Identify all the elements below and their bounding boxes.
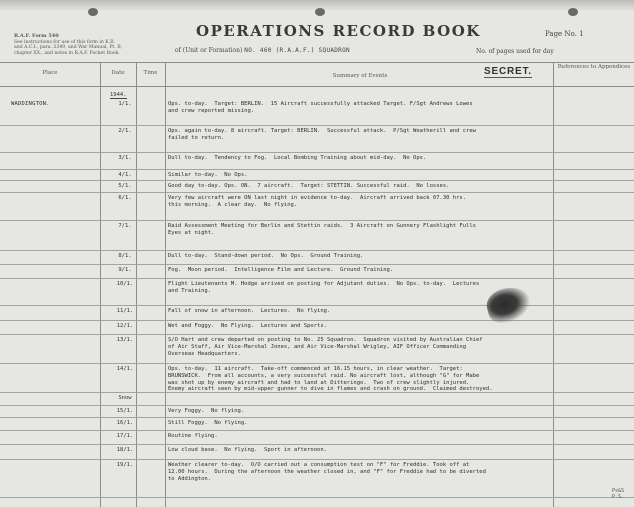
page-number-value: 1 bbox=[579, 30, 584, 38]
classification-stamp: SECRET. bbox=[484, 66, 532, 77]
row-rule bbox=[0, 220, 634, 221]
entry-summary: Low cloud base. No flying. Sport in afternoon. bbox=[168, 447, 327, 453]
entry-summary: Similar to-day. No Ops. bbox=[168, 172, 248, 178]
column-header-place: Place bbox=[42, 70, 58, 76]
page-number-label: Page No. bbox=[545, 30, 577, 38]
entry-summary: Very Foggy. No flying. bbox=[168, 408, 245, 414]
entry-summary: Good day to-day. Ops. ON. 7 aircraft. Target: STETTIN. Successful raid. No losses. bbox=[168, 183, 450, 189]
entry-summary: S/O Hart and crew departed on posting to No. 25 Squadron. Squadron visited by Australian Chief of Air Staff, Air Vice-Marshal Jones, and Air Vice-Marshal Wrigley, AIF Officer Commanding Overseas Headquarters. bbox=[168, 337, 483, 357]
unit-value: NO. 460 (R.A.A.F.) SQUADRON bbox=[244, 47, 350, 54]
pages-used-label: No. of pages used for day bbox=[476, 48, 554, 55]
entry-date: 11/1. bbox=[116, 308, 134, 314]
entry-date: 13/1. bbox=[116, 337, 134, 343]
footer-code: Ps&S P.S. bbox=[612, 488, 625, 500]
row-rule bbox=[0, 180, 634, 181]
entry-date: 19/1. bbox=[116, 462, 134, 468]
row-rule bbox=[0, 459, 634, 460]
row-rule bbox=[0, 334, 634, 335]
column-header-summary: Summary of Events bbox=[332, 73, 388, 79]
entry-summary: Wet and Foggy. No Flying. Lectures and Sports. bbox=[168, 323, 327, 329]
entry-summary: Dull to-day. Stand-down period. No Ops. Ground Training. bbox=[168, 253, 364, 259]
entry-date: 14/1. bbox=[116, 366, 134, 372]
entry-summary: Raid Assessment Meeting for Berlin and Stettin raids. 3 Aircraft on Gunnery Flashlight Fulls Eyes at night. bbox=[168, 223, 476, 236]
row-rule bbox=[0, 444, 634, 445]
entry-summary: Flight Lieutenants M. Hodge arrived on posting for Adjutant duties. No Ops. to-day. Lectures and Training. bbox=[168, 281, 480, 294]
entry-summary: Routine flying. bbox=[168, 433, 218, 439]
unit-line bbox=[175, 47, 350, 54]
column-header-date: Date bbox=[111, 70, 125, 76]
entry-summary: Very few aircraft were ON last night in evidence to-day. Aircraft arrived back 07.30 hrs. this morning. A clear day. No flying. bbox=[168, 195, 467, 208]
row-rule bbox=[0, 430, 634, 431]
entry-date: 12/1. bbox=[116, 323, 134, 329]
entry-date: 5/1. bbox=[118, 183, 132, 189]
row-rule bbox=[0, 320, 634, 321]
entry-date: 10/1. bbox=[116, 281, 134, 287]
entry-summary: Ops. to-day. Target: BERLIN. 15 Aircraft successfully attacked Target. F/Sgt Andrews Lowes and crew reported missing. bbox=[168, 101, 473, 114]
entry-summary: Ops. to-day. 11 aircraft. Take-off commenced at 16.15 hours, in clear weather. Target: BRUNSWICK. From all accounts, a very successful raid. No aircraft lost, although "G" for Mabe was shot up by enemy aircraft and had to land at Ditteringo. Two of crew slightly injured. Enemy aircraft seen by mid-upper gunner to dive in flames and crash on ground. Claimed destroyed. bbox=[168, 366, 493, 393]
entry-date: 6/1. bbox=[118, 195, 132, 201]
column-header-time: Time bbox=[143, 70, 158, 76]
form-instructions: See instructions for use of this form in K.R. and A.C.I., para. 2349, and War Manual, Pt. II, chapter XX., and notes in R.A.F. Pocket Book. bbox=[14, 39, 123, 56]
entry-date: 7/1. bbox=[118, 223, 132, 229]
row-rule bbox=[0, 192, 634, 193]
form-number: R.A.F. Form 540 bbox=[14, 33, 59, 39]
entry-date: 16/1. bbox=[116, 420, 134, 426]
form-identifier bbox=[14, 34, 124, 56]
place-value: WADDINGTON. bbox=[11, 101, 50, 107]
table-header-rule bbox=[0, 86, 634, 87]
row-rule bbox=[0, 250, 634, 251]
binder-hole bbox=[568, 8, 578, 16]
entry-date: 18/1. bbox=[116, 447, 134, 453]
entry-date: 9/1. bbox=[118, 267, 132, 273]
row-rule bbox=[0, 497, 634, 498]
entry-summary: Weather clearer to-day. O/O carried out a consumption test on "F" for Freddie. Took off at 12.00 hours. During the afternoon the weather closed in, and "F" for Freddie had to be diverted to Addington. bbox=[168, 462, 486, 482]
column-header-references: References to Appendices bbox=[557, 64, 631, 70]
month-heading: 1944. bbox=[110, 92, 127, 98]
entry-date: 17/1. bbox=[116, 433, 134, 439]
table-top-rule bbox=[0, 62, 634, 63]
entry-summary: Ops. again to-day. 8 aircraft. Target: BERLIN. Successful attack. P/Sgt Weatherill and crew failed to return. bbox=[168, 128, 476, 141]
row-rule bbox=[0, 125, 634, 126]
entry-date: 2/1. bbox=[118, 128, 132, 134]
entry-summary: Still Foggy. No flying. bbox=[168, 420, 248, 426]
row-rule bbox=[0, 305, 634, 306]
entry-date: 4/1. bbox=[118, 172, 132, 178]
column-divider bbox=[100, 62, 101, 507]
binder-hole bbox=[88, 8, 98, 16]
row-rule bbox=[0, 392, 634, 393]
binder-hole bbox=[315, 8, 325, 16]
unit-label: of (Unit or Formation) bbox=[175, 47, 243, 54]
row-rule bbox=[0, 278, 634, 279]
row-rule bbox=[0, 363, 634, 364]
column-divider bbox=[165, 62, 166, 507]
entry-date: 8/1. bbox=[118, 253, 132, 259]
entry-summary: Dull to-day. Tendency to Fog. Local Bombing Training about mid-day. No Ops. bbox=[168, 155, 427, 161]
row-rule bbox=[0, 169, 634, 170]
row-rule bbox=[0, 152, 634, 153]
entry-date: 1/1. bbox=[118, 101, 132, 107]
entry-date: 3/1. bbox=[118, 155, 132, 161]
row-rule bbox=[0, 417, 634, 418]
page-number bbox=[545, 30, 584, 38]
entry-summary: Fall of snow in afternoon. Lectures. No flying. bbox=[168, 308, 331, 314]
entry-date: 15/1. bbox=[116, 408, 134, 414]
entry-date: Snow bbox=[118, 395, 132, 401]
row-rule bbox=[0, 264, 634, 265]
row-rule bbox=[0, 405, 634, 406]
page-title: OPERATIONS RECORD BOOK bbox=[196, 22, 481, 40]
entry-summary: Fog. Moon period. Intelligence Film and Lecture. Ground Training. bbox=[168, 267, 394, 273]
